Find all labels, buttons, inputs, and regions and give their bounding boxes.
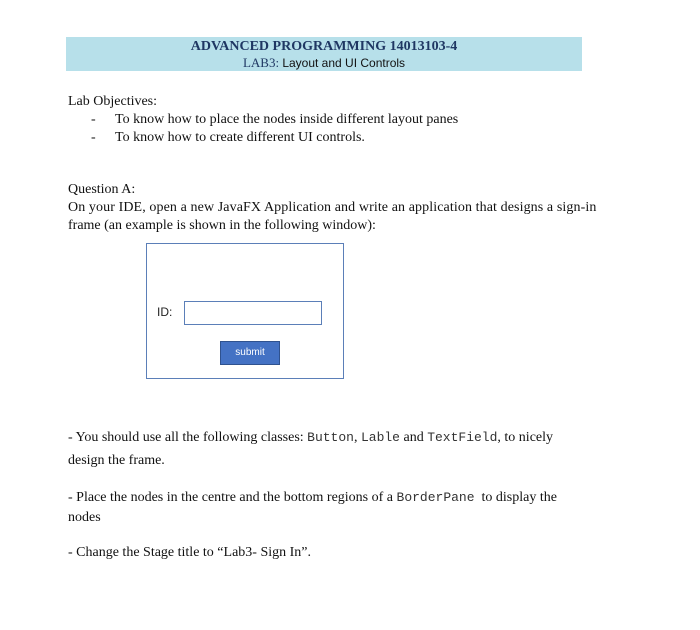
objective-text: To know how to place the nodes inside different layout panes	[115, 112, 459, 127]
objective-item	[91, 129, 591, 147]
code-textfield: TextField	[427, 430, 498, 445]
objective-item	[91, 111, 591, 129]
code-borderpane: BorderPane	[396, 490, 475, 505]
question-line-1: On your IDE, open a new JavaFX Application and write an application that designs a sign-in	[68, 200, 597, 215]
requirement-3: - Change the Stage title to “Lab3- Sign In”.	[68, 545, 311, 560]
req-text: - You should use all the following classes:	[68, 430, 308, 445]
requirement-2-line-2: nodes	[68, 510, 101, 525]
example-signin-window	[146, 243, 344, 379]
req-text: to display the	[474, 490, 557, 505]
bullet-dash: -	[91, 112, 96, 127]
lab-prefix: LAB3:	[242, 55, 283, 70]
document-header	[66, 37, 582, 71]
question-heading: Question A:	[68, 182, 136, 197]
req-text: , to nicely	[497, 430, 554, 445]
req-text: ,	[353, 430, 361, 445]
objective-text: To know how to create different UI controls.	[115, 130, 365, 145]
lab-title	[66, 55, 582, 71]
requirement-1-line-1	[68, 429, 553, 447]
code-button: Button	[307, 430, 354, 445]
id-label: ID:	[157, 305, 173, 319]
lab-name: Layout and UI Controls	[282, 56, 406, 70]
requirement-1-line-2: design the frame.	[68, 453, 165, 468]
code-lable: Lable	[360, 430, 400, 445]
objectives-heading: Lab Objectives:	[68, 94, 158, 109]
bullet-dash: -	[91, 130, 96, 145]
question-line-2: frame (an example is shown in the following window):	[68, 218, 376, 233]
req-text: - Place the nodes in the centre and the bottom regions of a	[68, 490, 397, 505]
req-text: and	[399, 430, 428, 445]
submit-button[interactable]: submit	[220, 341, 280, 365]
requirement-2-line-1	[68, 489, 557, 507]
id-text-field[interactable]	[184, 301, 322, 325]
course-title: ADVANCED PROGRAMMING 14013103-4	[190, 39, 458, 54]
